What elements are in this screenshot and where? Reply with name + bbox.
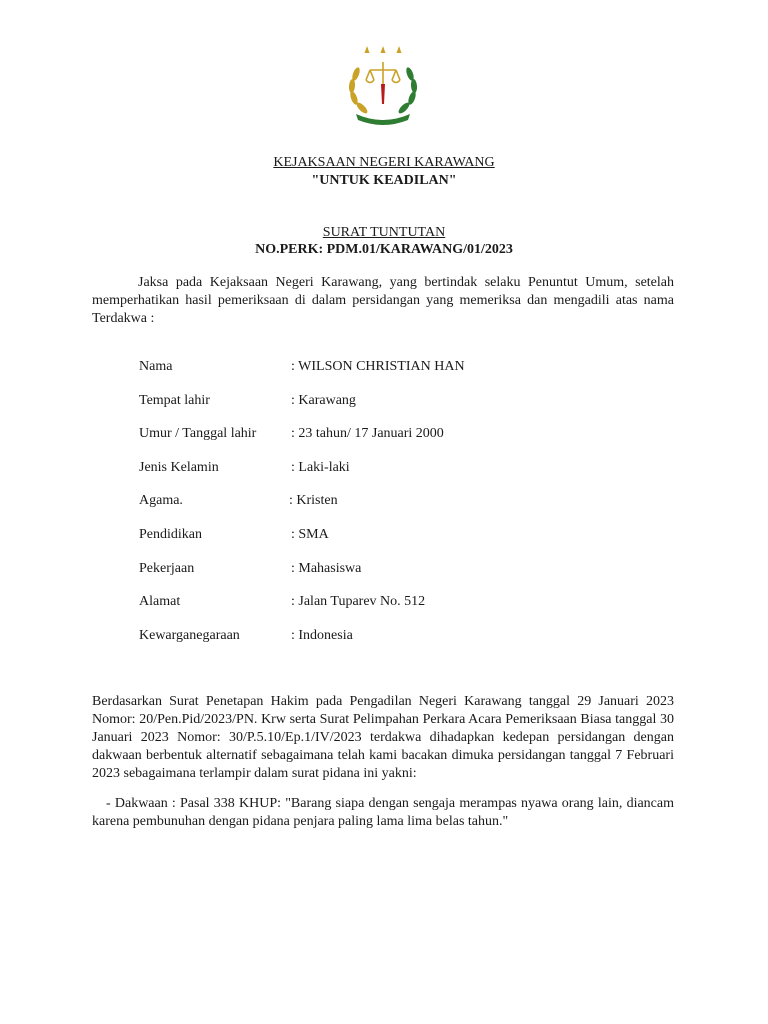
identity-row-jenis-kelamin: [139, 459, 639, 493]
identity-value: : Laki-laki: [291, 459, 350, 475]
identity-label: Umur / Tanggal lahir: [139, 426, 257, 442]
identity-row-tempat-lahir: [139, 392, 639, 426]
identity-row-alamat: [139, 593, 639, 627]
identity-value: : Jalan Tuparev No. 512: [291, 594, 426, 610]
defendant-identity-table: [139, 358, 639, 660]
identity-value: : Kristen: [289, 493, 338, 509]
document-title: SURAT TUNTUTAN: [322, 225, 446, 240]
institution-name: KEJAKSAAN NEGERI KARAWANG: [273, 155, 495, 170]
identity-row-pendidikan: [139, 526, 639, 560]
identity-label: Alamat: [139, 594, 181, 610]
identity-label: Nama: [139, 359, 173, 374]
identity-row-kewarganegaraan: [139, 627, 639, 661]
identity-label: Kewarganegaraan: [139, 627, 240, 643]
identity-value: : 23 tahun/ 17 Januari 2000: [291, 426, 444, 442]
institution-motto: "UNTUK KEADILAN": [311, 173, 457, 188]
intro-paragraph: Jaksa pada Kejaksaan Negeri Karawang, yang bertindak selaku Penuntut Umum, setelah memperhatikan hasil pemeriksaan di dalam persidangan yang memeriksa dan mengadili atas nama Terdakwa :: [92, 275, 674, 326]
identity-value: : Indonesia: [291, 627, 353, 643]
identity-value: : SMA: [291, 526, 329, 542]
identity-value: : Karawang: [291, 392, 356, 408]
identity-label: Pendidikan: [139, 526, 202, 542]
identity-row-umur: [139, 425, 639, 459]
identity-value: : Mahasiswa: [291, 560, 362, 576]
identity-value: : WILSON CHRISTIAN HAN: [291, 359, 465, 374]
identity-row-pekerjaan: [139, 560, 639, 594]
identity-row-nama: [139, 358, 639, 392]
identity-row-agama: [139, 492, 639, 526]
identity-label: Tempat lahir: [139, 392, 210, 408]
charge-paragraph: - Dakwaan : Pasal 338 KHUP: "Barang siapa dengan sengaja merampas nyawa orang lain, diancam karena pembunuhan dengan pidana penjara paling lama lima belas tahun.": [92, 796, 674, 829]
document-number: NO.PERK: PDM.01/KARAWANG/01/2023: [255, 242, 513, 257]
kejaksaan-emblem-icon: [340, 44, 426, 126]
basis-paragraph: Berdasarkan Surat Penetapan Hakim pada Pengadilan Negeri Karawang tanggal 29 Januari 2023 Nomor: 20/Pen.Pid/2023/PN. Krw serta Surat Pelimpahan Perkara Acara Pemeriksaan Biasa tanggal 30 Januari 2023 Nomor: 30/P.5.10/Ep.1/IV/2023 terdakwa dihadapkan kedepan persidangan dengan dakwaan berbentuk alternatif sebagaimana telah kami bacakan dimuka persidangan tanggal 7 Februari 2023 sebagaimana terlampir dalam surat pidana ini yakni:: [92, 694, 674, 781]
identity-label: Agama.: [139, 493, 183, 509]
identity-label: Pekerjaan: [139, 560, 195, 576]
identity-label: Jenis Kelamin: [139, 459, 219, 475]
